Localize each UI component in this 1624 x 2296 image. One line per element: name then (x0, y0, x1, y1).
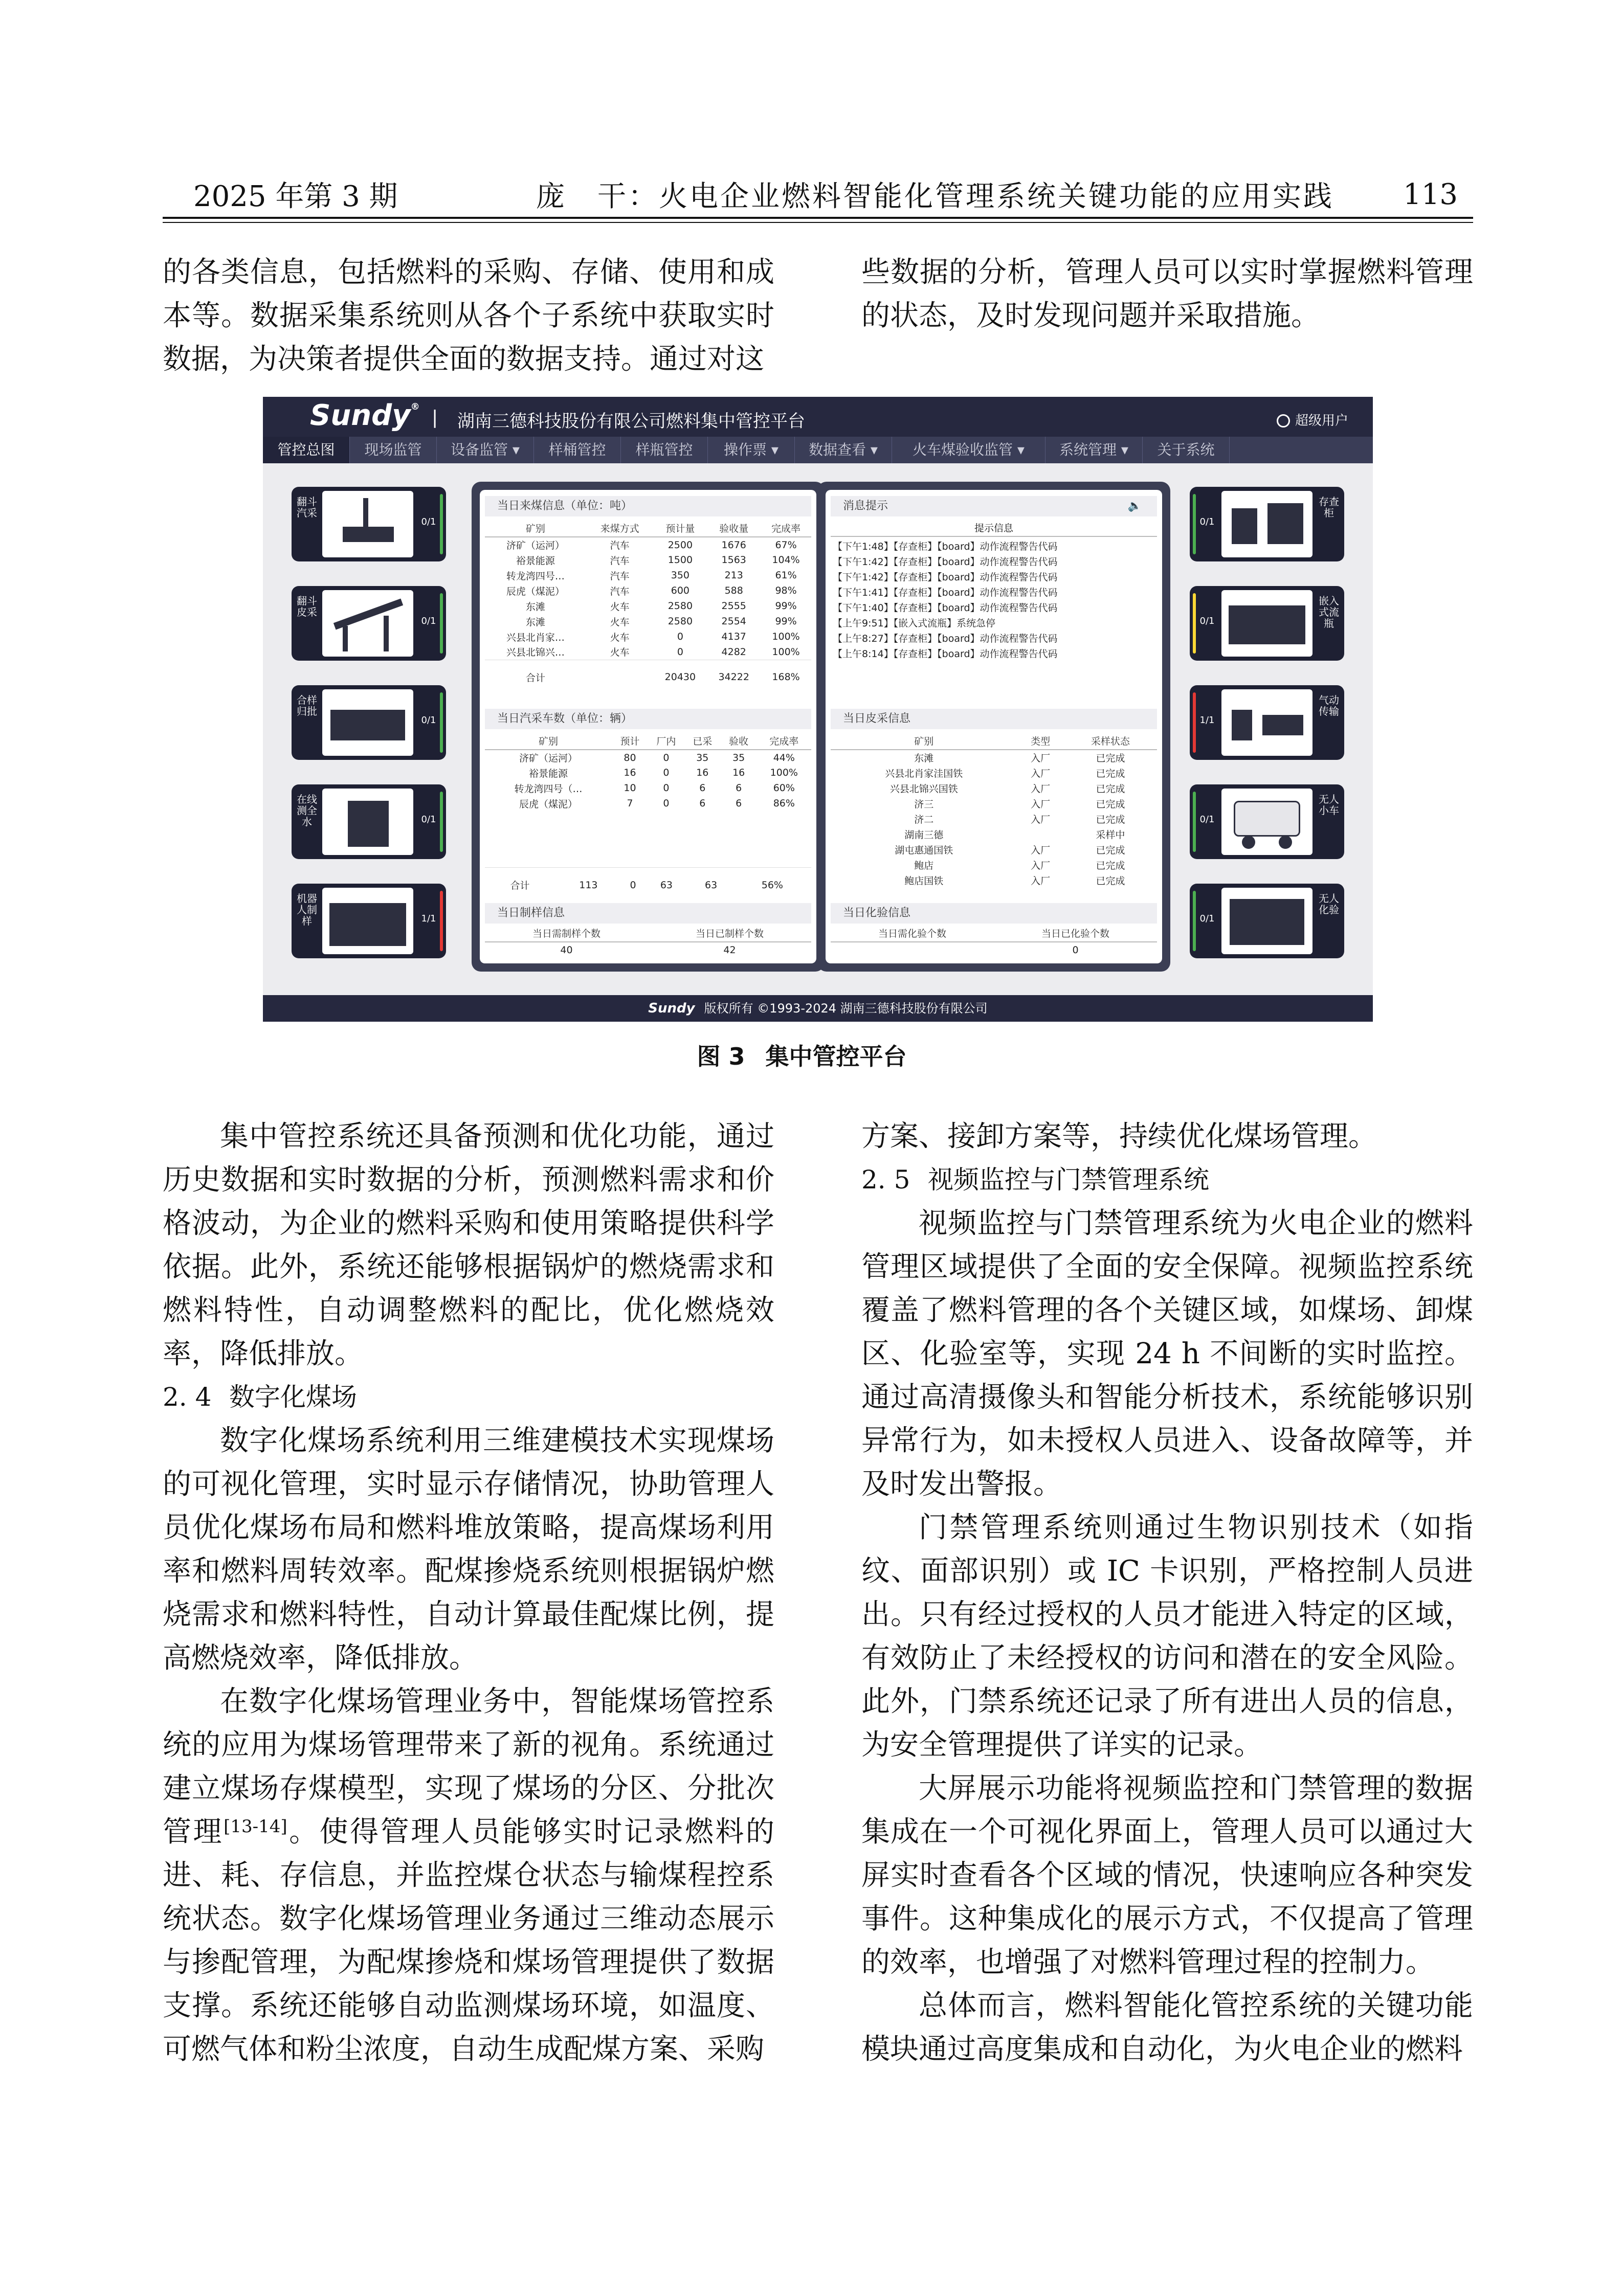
table-row: 湖南三德 采样中 (904, 829, 1125, 841)
truck-in-table: 矿别 预计 厂内 已采 验收 完成率 济矿（运河） 80 0 35 35 44% 裕景能源 16 0 16 16 100% 转龙湾四号（… 10 0 6 6 60% 辰虎（煤泥） 7 0 6 6 86% (485, 732, 811, 811)
device-image (322, 689, 413, 756)
truck-in-total (485, 867, 811, 892)
belt-table: 矿别 类型 采样状态 东滩 入厂 已完成 兴县北肖家洼国铁 入厂 已完成 兴县北锦兴国铁 入厂 已完成 济三 入厂 已完成 济二 入厂 已完成 湖南三德 采样中 湖屯惠通国铁 入厂 已完成 鲍店 入厂 已完成 鲍店国铁 入厂 已完成 (831, 732, 1157, 888)
user-menu[interactable] (1277, 410, 1348, 429)
device-image (1221, 689, 1312, 756)
journal-issue: 2025 年第 3 期 (193, 180, 398, 213)
user-name: 超级用户 (1295, 413, 1348, 429)
figure-title: 集中管控平台 (765, 1043, 907, 1070)
section-heading-2-4: 2. 4 数字化煤场 (163, 1382, 357, 1412)
main-nav (263, 437, 1373, 463)
paragraph: 视频监控与门禁管理系统为火电企业的燃料管理区域提供了全面的安全保障。视频监控系统覆盖了燃料管理的各个关键区域，如煤场、卸煤区、化验室等，实现 24 h 不间断的实时监控。通过高清摄像头和智能分析技术，系统能够识别异常行为，如未授权人员进入、设备故障等，并及时发出警报。 (861, 1207, 1473, 1501)
intro-left-column (163, 251, 774, 381)
tab-overview[interactable]: 管控总图 (263, 437, 350, 463)
figure-3-screenshot (263, 397, 1373, 1022)
device-card-sample-merge[interactable]: 合样归批 0/1 (292, 685, 446, 760)
platform-title: 湖南三德科技股份有限公司燃料集中管控平台 (457, 411, 805, 432)
device-card-storage-cabinet[interactable]: 0/1 存查柜 (1190, 487, 1344, 561)
list-item[interactable]: 【下午1:48】【存查柜】【board】动作流程警告代码 (833, 541, 1058, 552)
table-row: 裕景能源 汽车 1500 1563 104% (516, 554, 800, 567)
table-row: 东滩 火车 2580 2555 99% (525, 600, 797, 613)
tab-train-acceptance[interactable]: 火车煤验收监管 ▾ (892, 437, 1045, 463)
paragraph: 数字化煤场系统利用三维建模技术实现煤场的可视化管理，实时显示存储情况，协助管理人员优化煤场布局和燃料堆放策略，提高煤场利用率和燃料周转效率。配煤掺烧系统则根据锅炉燃烧需求和燃料特性，自动计算最佳配煤比例，提高燃烧效率，降低排放。 (163, 1424, 774, 1675)
status-indicator (440, 593, 443, 654)
device-card-belt-sampler[interactable]: 翻斗皮采 0/1 (292, 586, 446, 661)
header-rule-thin (163, 222, 1473, 223)
list-item[interactable]: 【下午1:42】【存查柜】【board】动作流程警告代码 (833, 572, 1058, 583)
device-image (322, 789, 413, 855)
table-row: 转龙湾四号（… 10 0 6 6 60% (514, 782, 795, 795)
tab-sample-bottle[interactable]: 样瓶管控 (621, 437, 708, 463)
device-image (322, 590, 413, 657)
table-row: 济三 入厂 已完成 (914, 798, 1125, 810)
tab-work-ticket[interactable]: 操作票 ▾ (708, 437, 795, 463)
table-row: 鲍店国铁 入厂 已完成 (904, 875, 1125, 887)
table-row: 济矿（运河） 80 0 35 35 44% (519, 752, 795, 764)
device-image (1221, 888, 1312, 954)
paragraph: 总体而言，燃料智能化管控系统的关键功能模块通过高度集成和自动化，为火电企业的燃料 (861, 1989, 1473, 2066)
header-rule-thick (163, 217, 1473, 219)
belt-title: 当日皮采信息 (831, 709, 1157, 729)
device-card-online-moisture[interactable]: 在线测全水 0/1 (292, 784, 446, 859)
running-header (163, 174, 1473, 215)
citation[interactable]: [13-14] (224, 1816, 287, 1837)
device-card-unmanned-cart[interactable]: 0/1 无人小车 (1190, 784, 1344, 859)
coal-in-table: 矿别 来煤方式 预计量 验收量 完成率 济矿（运河） 汽车 2500 1676 67% 裕景能源 汽车 1500 1563 104% 转龙湾四号… 汽车 350 213 61% 辰虎（煤泥） 汽车 600 588 98% 东滩 火车 2580 2555 99% 东滩 火车 2580 2554 99% 兴县北肖家… 火车 0 4137 100% 兴县北锦兴… 火车 0 4282 100% 合计 20430 34222 168% (485, 520, 811, 684)
list-item[interactable]: 【下午1:40】【存查柜】【board】动作流程警告代码 (833, 602, 1058, 614)
assay-table: 当日需化验个数 当日已化验个数 0 (831, 925, 1157, 957)
device-image (1221, 491, 1312, 557)
left-column (163, 1115, 774, 2071)
table-row: 兴县北肖家洼国铁 入厂 已完成 (885, 768, 1125, 779)
table-row: 济矿（运河） 汽车 2500 1676 67% (506, 539, 797, 551)
tab-equipment[interactable]: 设备监管 ▾ (437, 437, 534, 463)
table-row: 裕景能源 16 0 16 16 100% (529, 767, 798, 779)
table-total-row: 合计 113 0 63 63 56% (485, 868, 811, 892)
figure-number: 图 3 (697, 1043, 745, 1070)
table-row: 辰虎（煤泥） 汽车 600 588 98% (506, 585, 797, 597)
list-item[interactable]: 【下午1:41】【存查柜】【board】动作流程警告代码 (833, 587, 1058, 598)
table-row: 湖屯惠通国铁 入厂 已完成 (895, 844, 1125, 856)
paragraph: 大屏展示功能将视频监控和门禁管理的数据集成在一个可视化界面上，管理人员可以通过大屏实时查看各个区域的情况，快速响应各种突发事件。这种集成化的展示方式，不仅提高了管理的效率，也增强了对燃料管理过程的控制力。 (861, 1772, 1473, 1979)
prep-table: 当日需制样个数 当日已制样个数 40 42 (485, 925, 811, 957)
figure-caption (0, 1038, 1624, 1072)
tab-sample-bucket[interactable]: 样桶管控 (534, 437, 621, 463)
platform-topbar (263, 397, 1373, 437)
status-indicator (440, 494, 443, 554)
paragraph: 方案、接卸方案等，持续优化煤场管理。 (861, 1120, 1377, 1153)
list-item[interactable]: 【上午8:14】【存查柜】【board】动作流程警告代码 (833, 648, 1058, 660)
page-number: 113 (1403, 178, 1458, 211)
messages-col-header: 提示信息 (831, 520, 1157, 537)
truck-in-title: 当日汽采车数（单位：辆） (485, 709, 811, 729)
table-row: 转龙湾四号… 汽车 350 213 61% (506, 570, 797, 582)
table-row: 东滩 火车 2580 2554 99% (525, 616, 797, 628)
list-item[interactable]: 【上午9:51】【嵌入式流瓶】系统急停 (833, 618, 996, 629)
list-item[interactable]: 【下午1:42】【存查柜】【board】动作流程警告代码 (833, 556, 1058, 568)
messages-title: 消息提示 🔈 (831, 496, 1157, 516)
tab-site-supervision[interactable]: 现场监管 (350, 437, 437, 463)
table-row: 兴县北肖家… 火车 0 4137 100% (506, 631, 800, 643)
device-image (322, 491, 413, 557)
list-item[interactable]: 【上午8:27】【存查柜】【board】动作流程警告代码 (833, 633, 1058, 644)
right-column (861, 1115, 1473, 2071)
intro-left-text: 的各类信息，包括燃料的采购、存储、使用和成本等。数据采集系统则从各个子系统中获取实时数据，为决策者提供全面的数据支持。通过对这 (163, 256, 774, 376)
device-card-embedded-bottle[interactable]: 0/1 嵌入式流瓶 (1190, 586, 1344, 661)
message-list (833, 539, 1058, 662)
prep-title: 当日制样信息 (485, 903, 811, 924)
table-total-row: 合计 20430 34222 168% (485, 660, 811, 684)
tab-data-view[interactable]: 数据查看 ▾ (795, 437, 892, 463)
user-icon (1277, 414, 1290, 427)
running-title: 庞 干：火电企业燃料智能化管理系统关键功能的应用实践 (536, 180, 1334, 213)
table-row: 东滩 入厂 已完成 (914, 753, 1125, 764)
device-image (1221, 789, 1312, 855)
status-indicator (440, 792, 443, 852)
footer-logo: Sundy (648, 1001, 695, 1016)
message-panel (817, 482, 1170, 972)
status-indicator (440, 891, 443, 951)
status-indicator (440, 692, 443, 753)
paragraph: 集中管控系统还具备预测和优化功能，通过历史数据和实时数据的分析，预测燃料需求和价格波动，为企业的燃料采购和使用策略提供科学依据。此外，系统还能够根据锅炉的燃烧需求和燃料特性，自动调整燃料的配比，优化燃烧效率，降低排放。 (163, 1120, 774, 1370)
coal-info-panel (472, 482, 825, 972)
device-card-unmanned-assay[interactable]: 0/1 无人化验 (1190, 884, 1344, 958)
device-card-dump-truck-sampler[interactable]: 翻斗汽采 0/1 (292, 487, 446, 561)
tab-system-admin[interactable]: 系统管理 ▾ (1045, 437, 1143, 463)
table-row: 鲍店 入厂 已完成 (914, 860, 1125, 871)
intro-right-column (861, 251, 1473, 337)
sundy-logo: Sundy® (310, 399, 420, 432)
device-card-robot-sample-prep[interactable]: 机器人制样 1/1 (292, 884, 446, 958)
table-row: 辰虎（煤泥） 7 0 6 6 86% (519, 798, 795, 810)
paragraph: 在数字化煤场管理业务中，智能煤场管控系统的应用为煤场管理带来了新的视角。系统通过建立煤场存煤模型，实现了煤场的分区、分批次管理[13-14]。使得管理人员能够实时记录燃料的进、耗、存信息，并监控煤仓状态与输煤程控系统状态。数字化煤场管理业务通过三维动态展示与掺配管理，为配煤掺烧和煤场管理提供了数据支撑。系统还能够自动监测煤场环境，如温度、可燃气体和粉尘浓度，自动生成配煤方案、采购 (163, 1685, 775, 2066)
intro-right-text: 些数据的分析，管理人员可以实时掌握燃料管理的状态，及时发现问题并采取措施。 (861, 256, 1473, 332)
section-heading-2-5: 2. 5 视频监控与门禁管理系统 (861, 1165, 1209, 1195)
table-row: 兴县北锦兴… 火车 0 4282 100% (506, 646, 800, 659)
footer-copyright: 版权所有 ©1993-2024 湖南三德科技股份有限公司 (704, 1001, 988, 1016)
assay-title: 当日化验信息 (831, 903, 1157, 924)
dashboard-content (263, 463, 1373, 995)
platform-footer (263, 995, 1373, 1022)
title-separator: | (432, 407, 438, 428)
table-row: 济二 入厂 已完成 (914, 814, 1125, 825)
tab-about[interactable]: 关于系统 (1143, 437, 1230, 463)
table-row: 兴县北锦兴国铁 入厂 已完成 (889, 783, 1125, 795)
device-image (322, 888, 413, 954)
device-image (1221, 590, 1312, 657)
coal-in-title: 当日来煤信息（单位：吨） (485, 496, 811, 516)
paragraph: 门禁管理系统则通过生物识别技术（如指纹、面部识别）或 IC 卡识别，严格控制人员进出。只有经过授权的人员才能进入特定的区域，有效防止了未经授权的访问和潜在的安全风险。此外，门禁系统还记录了所有进出人员的信息，为安全管理提供了详实的记录。 (861, 1511, 1473, 1762)
sound-icon[interactable]: 🔈 (1127, 500, 1142, 512)
device-card-pneumatic-transfer[interactable]: 1/1 气动传输 (1190, 685, 1344, 760)
